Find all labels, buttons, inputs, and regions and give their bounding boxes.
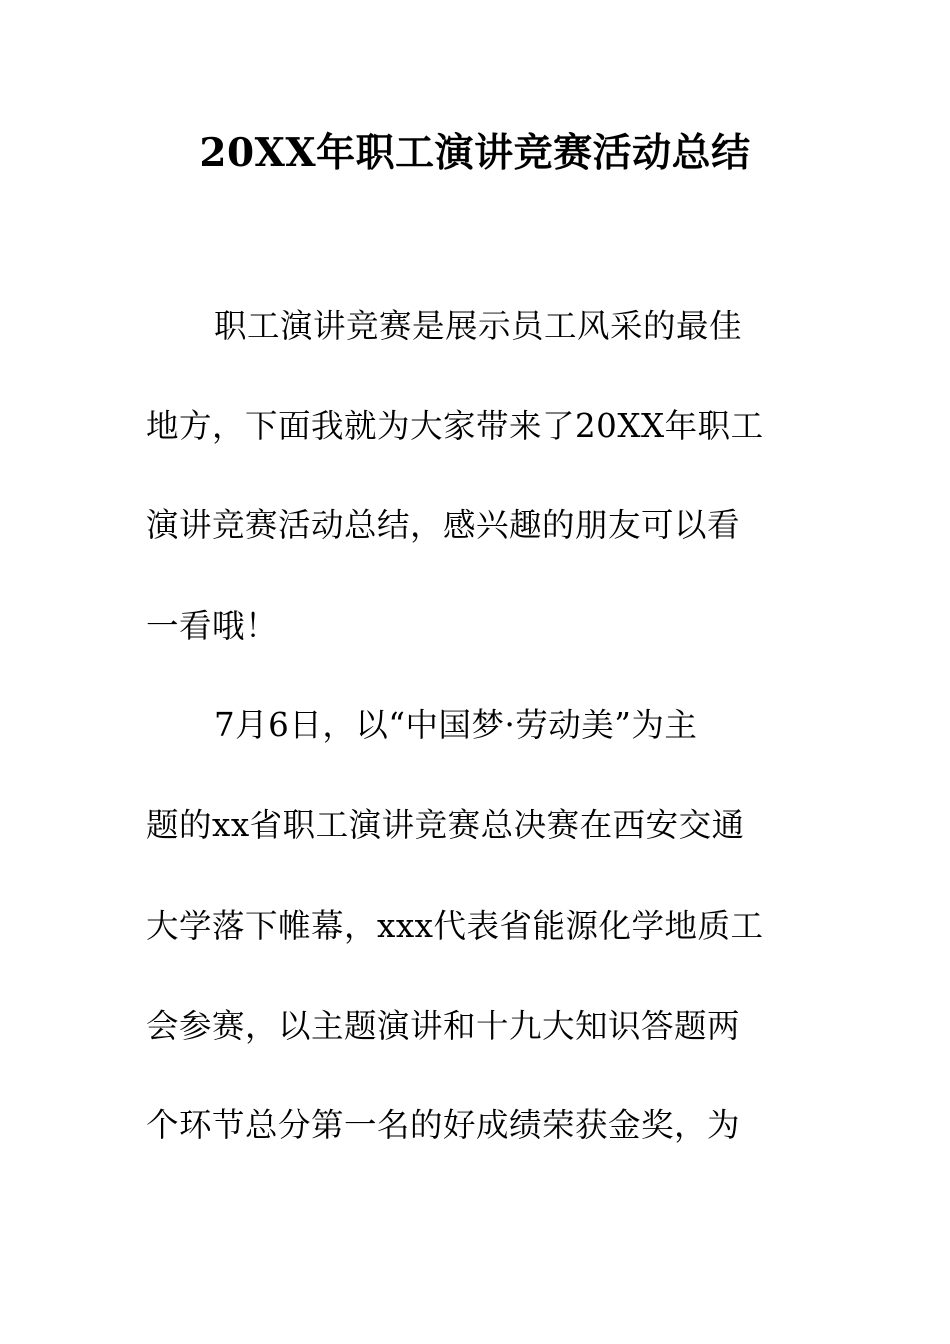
paragraph-2-line-3: 大学落下帷幕，xxx代表省能源化学地质工 [146,907,764,945]
paragraph-1-line-1: 职工演讲竞赛是展示员工风采的最佳 [214,307,743,345]
paragraph-2-line-4: 会参赛，以主题演讲和十九大知识答题两 [146,1007,741,1045]
paragraph-2-line-5: 个环节总分第一名的好成绩荣获金奖，为 [146,1106,741,1144]
paragraph-2-line-2: 题的xx省职工演讲竞赛总决赛在西安交通 [146,806,745,844]
document-title: 20XX年职工演讲竞赛活动总结 [199,130,751,176]
paragraph-2-line-1: 7月6日，以“中国梦·劳动美”为主 [214,706,698,744]
paragraph-1-line-4: 一看哦！ [146,607,279,645]
paragraph-1-line-2: 地方，下面我就为大家带来了20XX年职工 [146,407,764,445]
paragraph-1-line-3: 演讲竞赛活动总结，感兴趣的朋友可以看 [146,506,741,544]
